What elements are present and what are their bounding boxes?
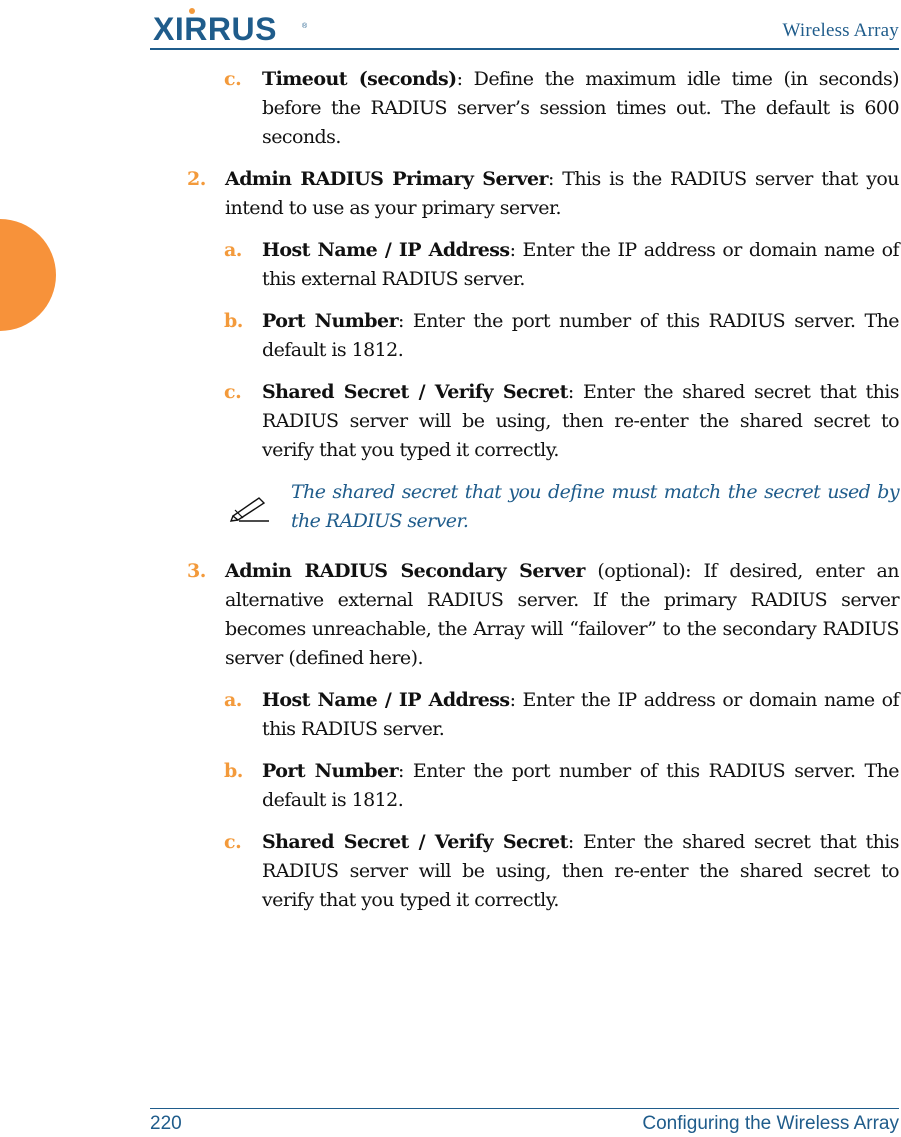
list-marker: c. bbox=[224, 381, 242, 403]
item-term: Shared Secret / Verify Secret bbox=[262, 381, 568, 403]
item-text: : Enter the shared secret that this RADIUS server will be using, then re-enter the shared secret to verify that you typed it correctly. bbox=[262, 831, 899, 911]
item-term: Timeout (seconds) bbox=[262, 68, 457, 90]
list-item bbox=[262, 378, 899, 465]
item-text: : Define the maximum idle time (in seconds) before the RADIUS server’s session times out. The default is 600 seconds. bbox=[262, 68, 900, 148]
list-marker: c. bbox=[224, 831, 242, 853]
list-item bbox=[225, 165, 899, 223]
page-number: 220 bbox=[150, 1113, 182, 1134]
item-term: Host Name / IP Address bbox=[262, 689, 510, 711]
item-text: : Enter the port number of this RADIUS server. The default is 1812. bbox=[262, 310, 899, 361]
item-text: : Enter the shared secret that this RADIUS server will be using, then re-enter the shared secret to verify that you typed it correctly. bbox=[262, 381, 899, 461]
item-text: : Enter the IP address or domain name of this RADIUS server. bbox=[262, 689, 900, 740]
footer-rule bbox=[150, 1108, 899, 1109]
xirrus-logo bbox=[152, 6, 312, 46]
list-marker: a. bbox=[224, 689, 242, 711]
list-marker: b. bbox=[224, 760, 243, 782]
item-term: Host Name / IP Address bbox=[262, 239, 510, 261]
item-term: Admin RADIUS Secondary Server bbox=[225, 560, 585, 582]
item-term: Port Number bbox=[262, 760, 399, 782]
svg-text:®: ® bbox=[302, 23, 308, 30]
list-item bbox=[262, 828, 899, 915]
list-marker: a. bbox=[224, 239, 242, 261]
list-item bbox=[262, 307, 899, 365]
chapter-title: Configuring the Wireless Array bbox=[642, 1113, 899, 1134]
item-text: (optional): If desired, enter an alternative external RADIUS server. If the primary RADIUS server becomes unreachable, the Array will “failover” to the secondary RADIUS server (defined here). bbox=[225, 560, 899, 669]
item-term: Shared Secret / Verify Secret bbox=[262, 831, 568, 853]
page-header bbox=[150, 6, 899, 52]
item-text: : This is the RADIUS server that you intend to use as your primary server. bbox=[225, 168, 899, 219]
list-marker: b. bbox=[224, 310, 243, 332]
list-marker: 2. bbox=[187, 168, 206, 190]
running-title: Wireless Array bbox=[782, 20, 899, 41]
item-term: Port Number bbox=[262, 310, 399, 332]
list-item bbox=[262, 757, 899, 815]
note-text: The shared secret that you define must match the secret used by the RADIUS server. bbox=[291, 481, 899, 532]
pencil-note-icon bbox=[229, 492, 271, 522]
list-item bbox=[262, 686, 899, 744]
svg-text:XIRRUS: XIRRUS bbox=[153, 11, 277, 46]
chapter-tab-marker bbox=[0, 219, 56, 331]
item-text: : Enter the port number of this RADIUS server. The default is 1812. bbox=[262, 760, 899, 811]
list-item bbox=[262, 236, 899, 294]
item-term: Admin RADIUS Primary Server bbox=[225, 168, 548, 190]
list-marker: c. bbox=[224, 68, 242, 90]
item-text: : Enter the IP address or domain name of this external RADIUS server. bbox=[262, 239, 900, 290]
header-rule bbox=[150, 48, 899, 50]
list-marker: 3. bbox=[187, 560, 206, 582]
list-item bbox=[225, 557, 899, 673]
list-item bbox=[262, 65, 899, 152]
